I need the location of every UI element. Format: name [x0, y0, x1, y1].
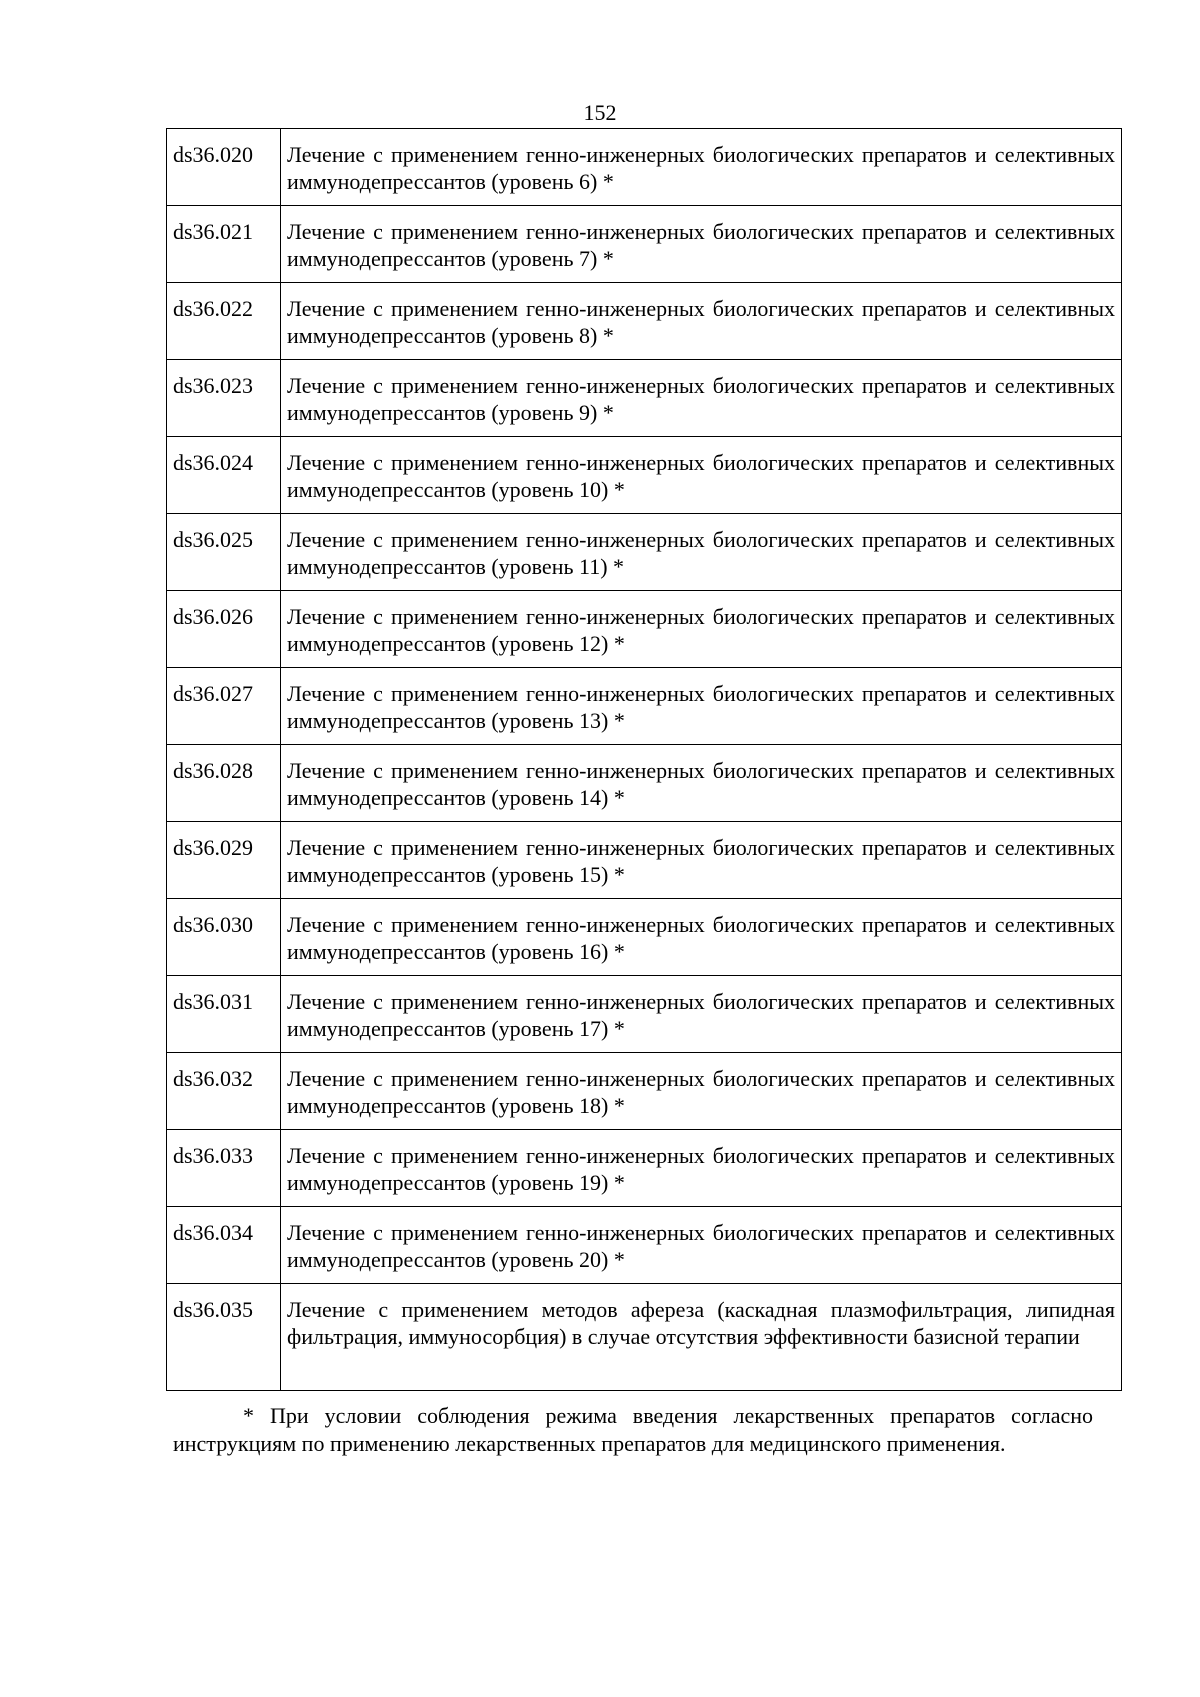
row-code: ds36.029	[167, 822, 281, 899]
row-description: Лечение с применением генно-инженерных биологических препаратов и селективных иммунодепрессантов (уровень 20) *	[281, 1207, 1122, 1284]
table-row	[167, 283, 1122, 360]
table-row	[167, 1053, 1122, 1130]
table-row	[167, 437, 1122, 514]
row-description: Лечение с применением генно-инженерных биологических препаратов и селективных иммунодепрессантов (уровень 13) *	[281, 668, 1122, 745]
row-description: Лечение с применением генно-инженерных биологических препаратов и селективных иммунодепрессантов (уровень 9) *	[281, 360, 1122, 437]
row-code: ds36.026	[167, 591, 281, 668]
row-description: Лечение с применением генно-инженерных биологических препаратов и селективных иммунодепрессантов (уровень 6) *	[281, 129, 1122, 206]
row-code: ds36.024	[167, 437, 281, 514]
row-description: Лечение с применением генно-инженерных биологических препаратов и селективных иммунодепрессантов (уровень 17) *	[281, 976, 1122, 1053]
tariff-table	[166, 128, 1122, 1391]
row-code: ds36.028	[167, 745, 281, 822]
row-description: Лечение с применением генно-инженерных биологических препаратов и селективных иммунодепрессантов (уровень 11) *	[281, 514, 1122, 591]
row-description: Лечение с применением генно-инженерных биологических препаратов и селективных иммунодепрессантов (уровень 15) *	[281, 822, 1122, 899]
row-description: Лечение с применением генно-инженерных биологических препаратов и селективных иммунодепрессантов (уровень 10) *	[281, 437, 1122, 514]
row-code: ds36.025	[167, 514, 281, 591]
table-row	[167, 668, 1122, 745]
row-description: Лечение с применением генно-инженерных биологических препаратов и селективных иммунодепрессантов (уровень 7) *	[281, 206, 1122, 283]
table-row	[167, 745, 1122, 822]
table-row	[167, 1207, 1122, 1284]
table-row	[167, 206, 1122, 283]
table-row	[167, 514, 1122, 591]
row-code: ds36.034	[167, 1207, 281, 1284]
row-description: Лечение с применением генно-инженерных биологических препаратов и селективных иммунодепрессантов (уровень 14) *	[281, 745, 1122, 822]
footnote: * При условии соблюдения режима введения лекарственных препаратов согласно инструкциям по применению лекарственных препаратов для медицинского применения.	[173, 1403, 1093, 1456]
table-row	[167, 360, 1122, 437]
row-description: Лечение с применением генно-инженерных биологических препаратов и селективных иммунодепрессантов (уровень 8) *	[281, 283, 1122, 360]
table-row	[167, 976, 1122, 1053]
table-row	[167, 129, 1122, 206]
row-code: ds36.027	[167, 668, 281, 745]
table-row	[167, 899, 1122, 976]
row-code: ds36.032	[167, 1053, 281, 1130]
row-code: ds36.033	[167, 1130, 281, 1207]
table-row	[167, 822, 1122, 899]
row-description: Лечение с применением генно-инженерных биологических препаратов и селективных иммунодепрессантов (уровень 12) *	[281, 591, 1122, 668]
row-code: ds36.020	[167, 129, 281, 206]
row-code: ds36.031	[167, 976, 281, 1053]
row-code: ds36.022	[167, 283, 281, 360]
row-code: ds36.021	[167, 206, 281, 283]
row-code: ds36.023	[167, 360, 281, 437]
row-code: ds36.030	[167, 899, 281, 976]
row-description: Лечение с применением генно-инженерных биологических препаратов и селективных иммунодепрессантов (уровень 16) *	[281, 899, 1122, 976]
row-description: Лечение с применением методов афереза (каскадная плазмофильтрация, липидная фильтрация, иммуносорбция) в случае отсутствия эффективности базисной терапии	[281, 1284, 1122, 1391]
row-description: Лечение с применением генно-инженерных биологических препаратов и селективных иммунодепрессантов (уровень 18) *	[281, 1053, 1122, 1130]
row-code: ds36.035	[167, 1284, 281, 1391]
table-row	[167, 1130, 1122, 1207]
table-row	[167, 1284, 1122, 1391]
table-row	[167, 591, 1122, 668]
row-description: Лечение с применением генно-инженерных биологических препаратов и селективных иммунодепрессантов (уровень 19) *	[281, 1130, 1122, 1207]
page-number: 152	[583, 100, 617, 125]
